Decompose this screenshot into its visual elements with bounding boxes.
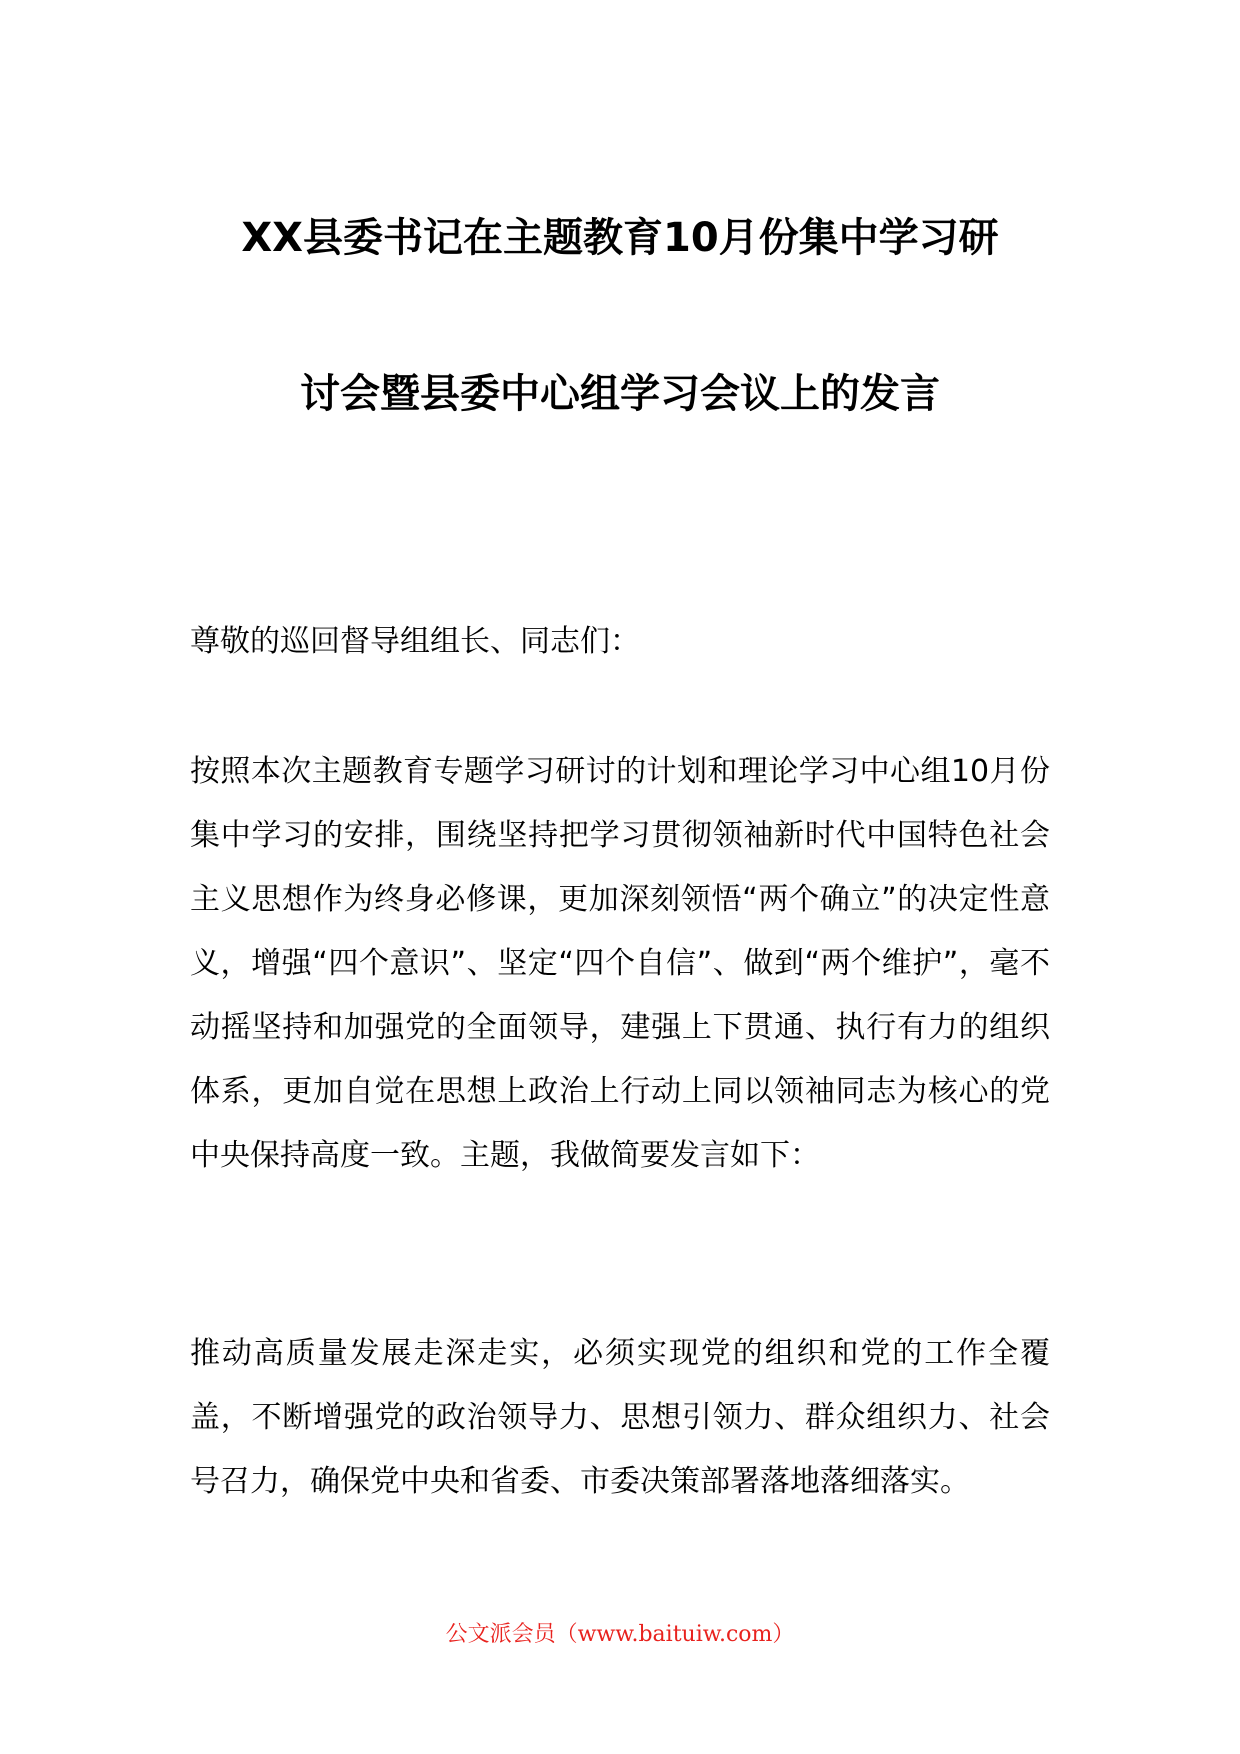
body-paragraph-1: 按照本次主题教育专题学习研讨的计划和理论学习中心组10月份集中学习的安排，围绕坚持把学习贯彻领袖新时代中国特色社会主义思想作为终身必修课，更加深刻领悟“两个确立”的决定性意义，增强“四个意识”、坚定“四个自信”、做到“两个维护”，毫不动摇坚持和加强党的全面领导，建强上下贯通、执行有力的组织体系，更加自觉在思想上政治上行动上同以领袖同志为核心的党中央保持高度一致。主题，我做简要发言如下： [190, 754, 1050, 1173]
body-paragraph-2: 推动高质量发展走深走实，必须实现党的组织和党的工作全覆盖，不断增强党的政治领导力、思想引领力、群众组织力、社会号召力，确保党中央和省委、市委决策部署落地落细落实。 [190, 1336, 1050, 1499]
document-title-line-1: XX县委书记在主题教育10月份集中学习研 [241, 215, 999, 261]
body-paragraph-2-block [190, 1322, 1050, 1514]
document-title-line-2: 讨会暨县委中心组学习会议上的发言 [300, 371, 940, 417]
salutation-block [190, 610, 1050, 674]
body-paragraph-1-block [190, 740, 1050, 1188]
salutation: 尊敬的巡回督导组组长、同志们： [190, 624, 640, 659]
footer-watermark: 公文派会员（www.baituiw.com） [445, 1622, 795, 1647]
